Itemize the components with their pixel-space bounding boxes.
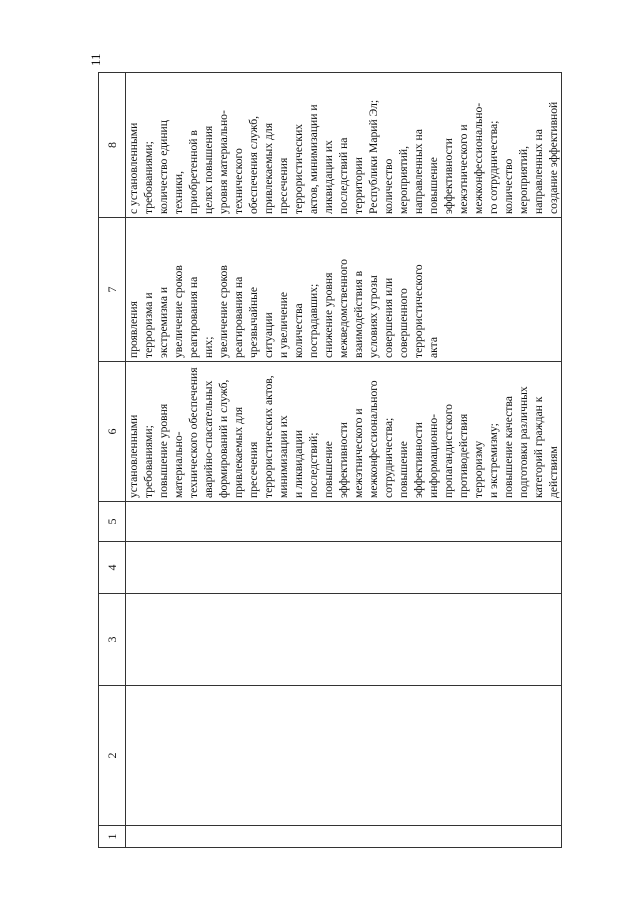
cell-col-6-expected-results: установленными требованиями; повышение уровня материально- технического обеспечения аварийно-спасательных формирований и служб, привлекаемых для пресечения террористических актов, минимизации их и ликвидации последствий; повышение эффективности межэтнического и межконфессионального сотрудничества; повышение эффективности информационно- пропагандистского противодействия терроризму и экстремизму; повышение качества подготовки различных категорий граждан к действиям [126, 362, 562, 502]
column-header-1: 1 [99, 826, 126, 848]
rotated-table-container [98, 73, 560, 848]
column-header-2: 2 [99, 686, 126, 826]
column-header-6: 6 [99, 362, 126, 502]
column-header-8: 8 [99, 73, 126, 218]
page-number: 11 [88, 53, 103, 66]
column-header-3: 3 [99, 594, 126, 686]
column-header-5: 5 [99, 502, 126, 542]
cell-col-7-consequences: проявления терроризма и экстремизма и увеличение сроков реагирования на них; увеличение сроков реагирования на чрезвычайные ситуации и увеличение количества пострадавших; снижение уровня межведомственного взаимодействия в условиях угрозы совершения или совершенного террористического акта [126, 218, 562, 362]
column-header-7: 7 [99, 218, 126, 362]
cell-col-1 [126, 826, 562, 848]
table-row [126, 73, 562, 848]
cell-col-3 [126, 594, 562, 686]
cell-col-8-indicators: с установленными требованиями; количество единиц техники, приобретенной в целях повышения уровня материально- технического обеспечения служб, привлекаемых для пресечения террористических актов, минимизации и ликвидации их последствий на территории Республики Марий Эл; количество мероприятий, направленных на повышение эффективности межэтнического и межконфессионально- го сотрудничества; количество мероприятий, направленных на создание эффективной [126, 73, 562, 218]
cell-col-4 [126, 542, 562, 594]
program-table [98, 72, 562, 848]
table-header-row [99, 73, 126, 848]
cell-col-2 [126, 686, 562, 826]
cell-col-5 [126, 502, 562, 542]
column-header-4: 4 [99, 542, 126, 594]
